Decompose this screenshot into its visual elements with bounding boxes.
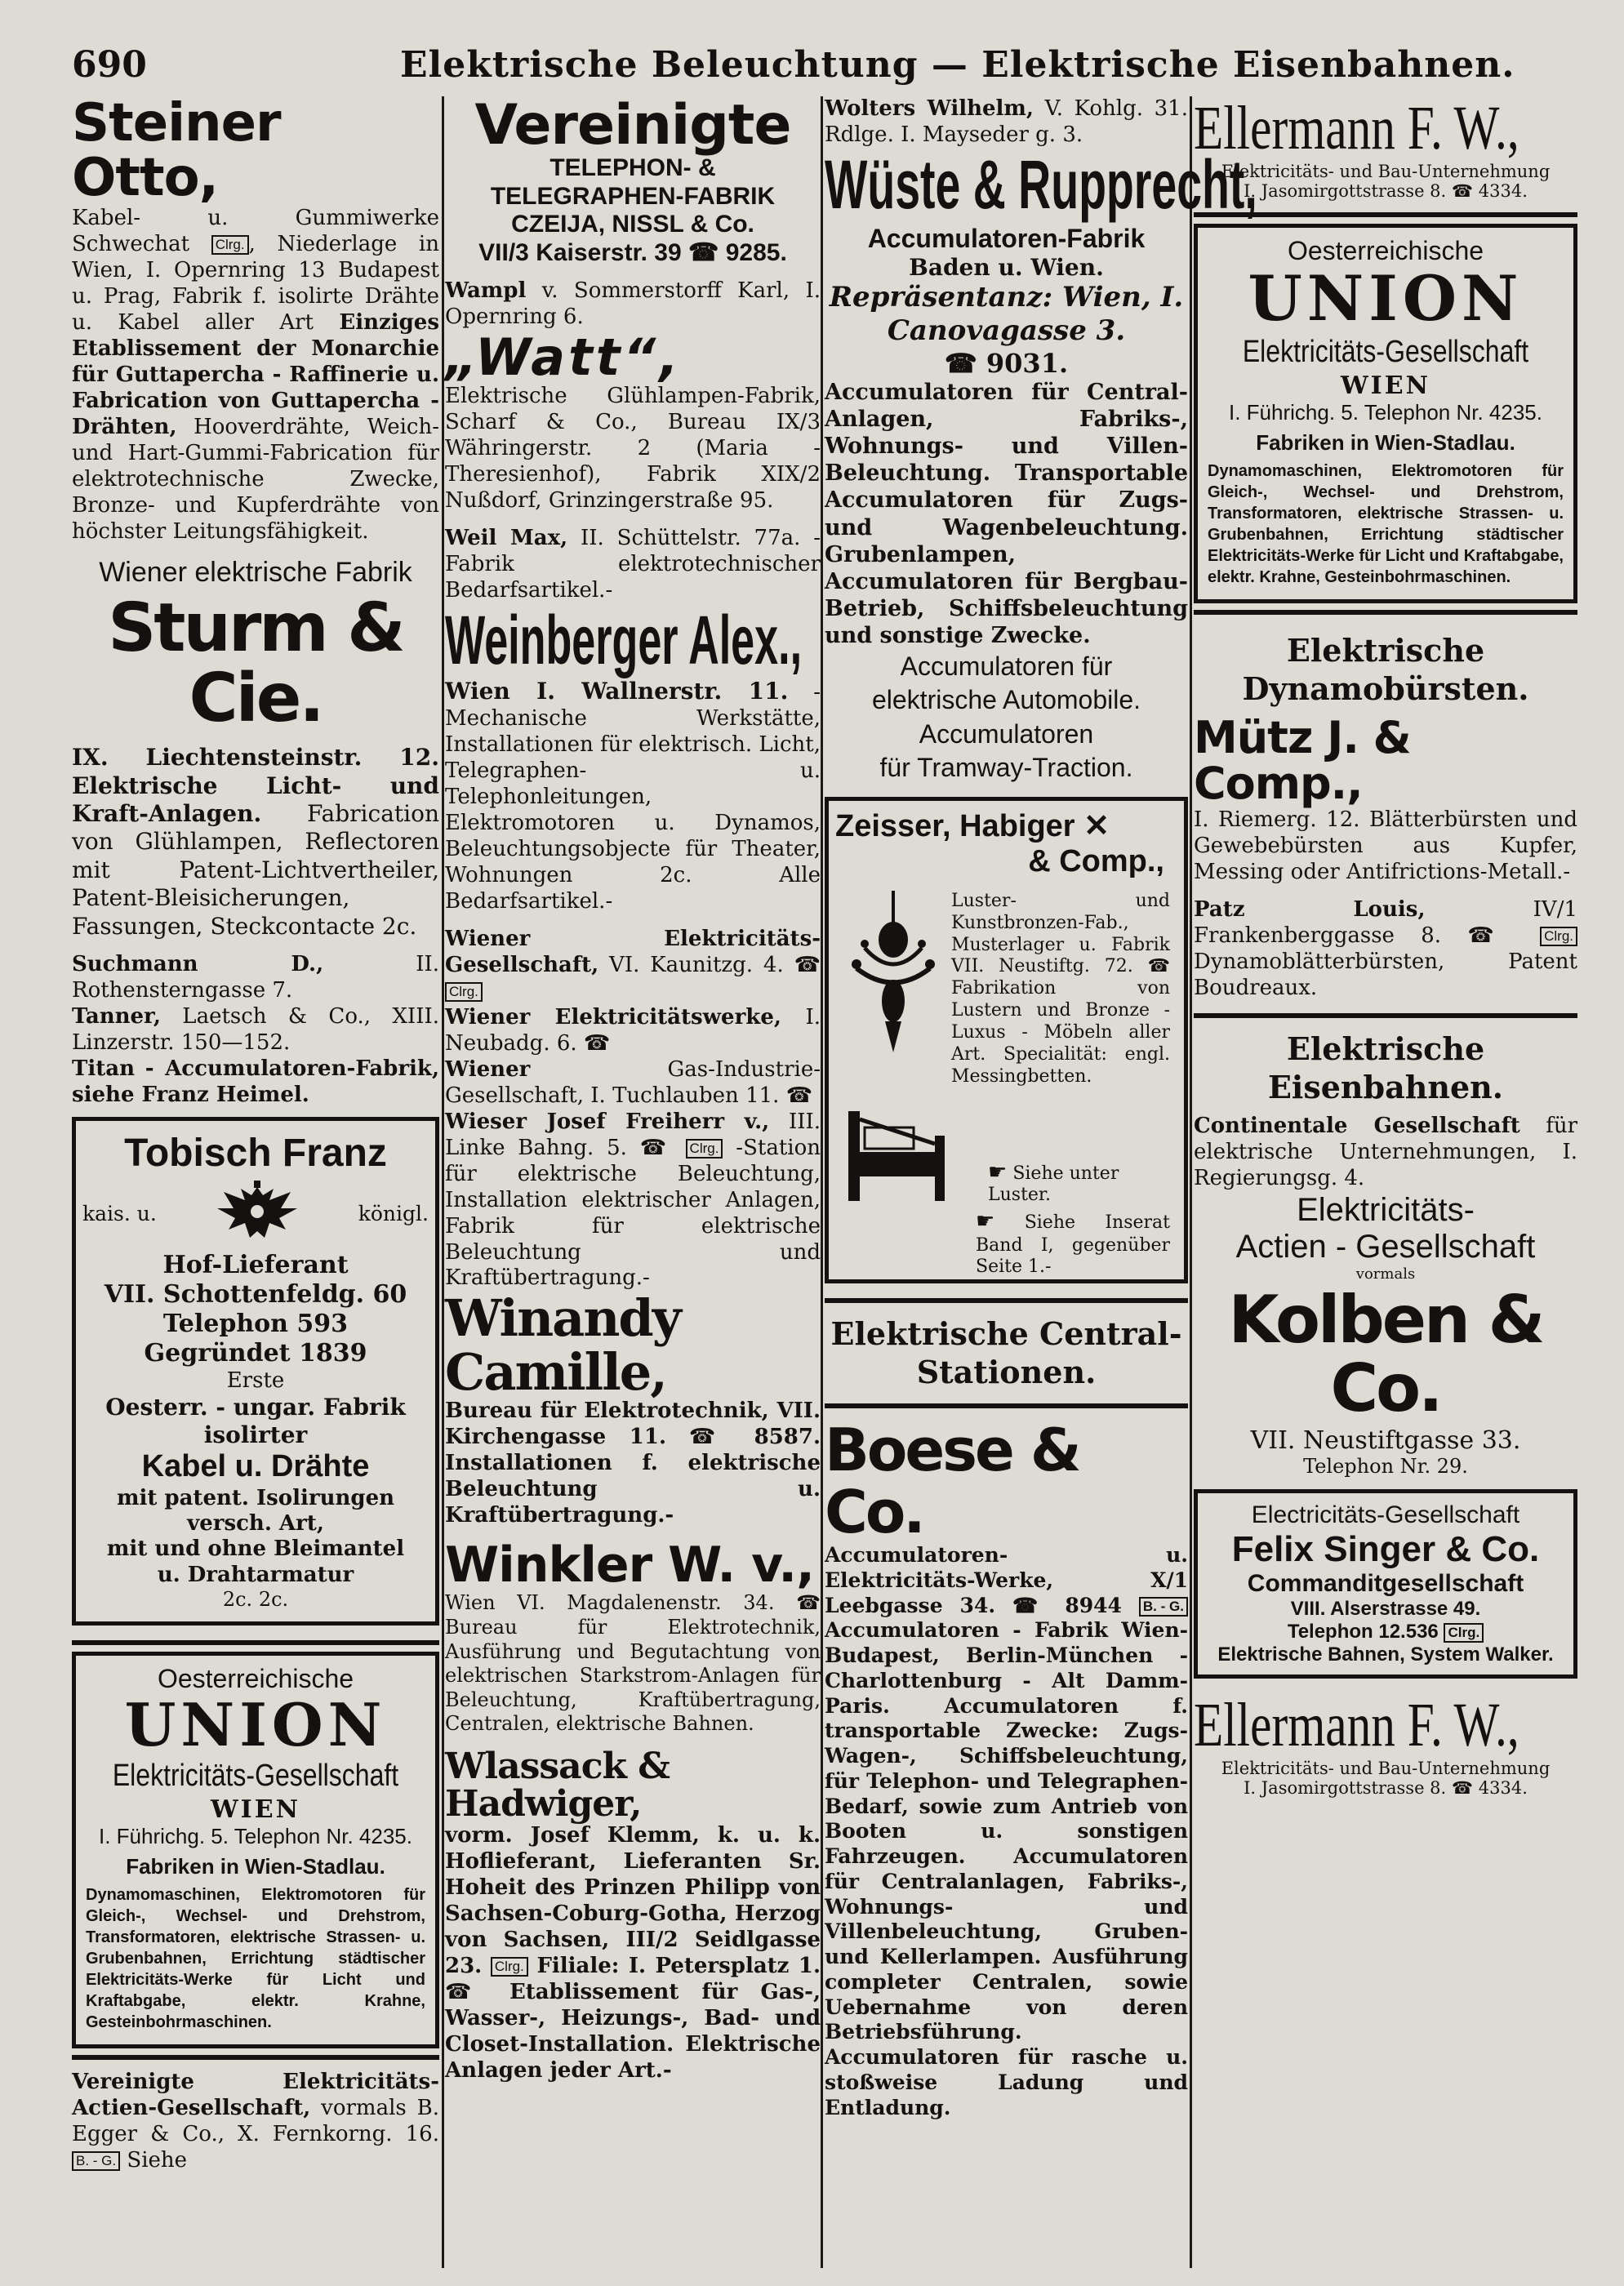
telephon-icon: ☎ (445, 1979, 487, 2004)
listing-wampl: Wampl v. Sommerstorff Karl, I. Opernring 6. (445, 278, 821, 330)
ad-union: Oesterreichische UNION Elektricitäts-Gesellschaft WIEN I. Führichg. 5. Telephon Nr. 4235. Fabriken in Wien-Stadlau. Dynamomaschinen, Elektromotoren für Gleich-, Wechsel- und Drehstrom, Transformatoren, elektrische Strassen- u. Grubenbahnen, Errichtung städtischer Elektricitäts-Werke für Licht und Kraftabgabe, elektr. Krahne, Gesteinbohrmaschinen. (1194, 224, 1577, 603)
clearing-badge: Clrg. (1540, 927, 1577, 946)
section-title-dynamo: Elektrische Dynamobürsten. (1242, 631, 1529, 708)
telephon-icon: ☎ (1451, 181, 1474, 201)
listing-titan: Titan - Accumulatoren-Fabrik, siehe Franz Heimel. (72, 1056, 439, 1108)
ad-title: Felix Singer & Co. (1231, 1528, 1540, 1569)
telephon-icon: ☎ (1147, 956, 1170, 977)
pointing-hand-icon: ☛ (988, 1159, 1008, 1185)
listing-name: Winandy Camille, (445, 1288, 680, 1402)
column-divider (821, 96, 823, 2268)
ad-tobisch: Tobisch Franz kais. u. königl. Hof-Lieferant VII. Schottenfeldg. 60 Telephon 593 Gegründet 1839 Erste Oesterr. - ungar. Fabrik isolirter Kabel u. Drähte mit patent. Isolirungen versch. Art, mit und ohne Bleimantel u. Drahtarmatur 2c. 2c. (72, 1117, 439, 1626)
listing-sturm: Wiener elektrische Fabrik Sturm & Cie. IX. Liechtensteinstr. 12. Elektrische Licht- und Kraft-Anlagen. Fabrication von Glühlampen, Reflectoren mit Patent-Lichtvertheiler, Patent-Bleisicherungen, Fassungen, Steckcontacte 2c. (72, 556, 439, 940)
telephon-icon: ☎ (794, 952, 821, 977)
bed-icon (840, 1095, 954, 1209)
listing-name: Wlassack & Hadwiger, (445, 1745, 670, 1825)
ad-singer: Electricitäts-Gesellschaft Felix Singer & Co. Commanditgesellschaft VIII. Alserstrasse 49. Telephon 12.536 Clrg. Elektrische Bahnen, System Walker. (1194, 1489, 1577, 1679)
ad-title: UNION (1248, 262, 1524, 335)
listing-name: Vereinigte (474, 93, 791, 158)
ad-title: Tobisch Franz (124, 1132, 387, 1176)
clearing-badge: B. - G. (1139, 1597, 1188, 1617)
listing-weinberger: Weinberger Alex., Wien I. Wallnerstr. 11. -Mechanische Werkstätte, Installationen für elektrisch. Licht, Telegraphen- u. Telephonleitungen, Elektromotoren u. Dynamos, Beleuchtungsobjecte für Theater, Wohnungen 2c. Alle Bedarfsartikel.- (445, 602, 821, 914)
listing-name: Sturm & Cie. (108, 589, 403, 738)
listing-wiener-ew: Wiener Elektricitätswerke, I. Neubadg. 6. ☎ (445, 1004, 821, 1056)
listing-name: Ellermann F. W., (1194, 1690, 1519, 1759)
listing-name: Ellermann F. W., (1194, 94, 1519, 162)
column-2 (445, 93, 821, 2260)
ad-title: Zeisser, Habiger (835, 808, 1075, 843)
section-title-eisenbahnen: Elektrische Eisenbahnen. (1267, 1030, 1504, 1106)
telephon-icon: ☎ (1451, 1777, 1474, 1798)
telephon-icon: ☎ (583, 1030, 611, 1056)
listing-wiener-el: Wiener Elektricitäts-Gesellschaft, VI. Kaunitzg. 4. ☎ Clrg. (445, 927, 821, 1005)
column-1 (72, 93, 440, 2260)
ad-union-frame (1194, 212, 1577, 615)
page-header (49, 38, 1584, 95)
clearing-badge: Clrg. (686, 1139, 723, 1159)
ornament-icon: ✕ (1083, 808, 1110, 843)
section-divider (825, 1403, 1188, 1408)
page-title: Elektrische Beleuchtung — Elektrische Eisenbahnen. (400, 44, 1515, 86)
section-divider (1194, 1013, 1577, 1018)
listing-name: Boese & Co. (825, 1415, 1079, 1546)
listing-wolters: Wolters Wilhelm, V. Kohlg. 31. Rdlge. I. Mayseder g. 3. (825, 96, 1188, 147)
column-divider (442, 96, 444, 2268)
listing-weil: Weil Max, II. Schüttelstr. 77a. -Fabrik elektrotechnischer Bedarfsartikel.- (445, 526, 821, 603)
section-title-central: Elektrische Central-Stationen. (830, 1314, 1182, 1391)
clearing-badge: Clrg. (491, 1957, 528, 1977)
telephon-icon: ☎ (639, 1135, 673, 1160)
listing-name: Mütz J. & Comp., (1194, 711, 1411, 810)
listing-name: Wüste & Rupprecht, (825, 145, 1257, 223)
ad-union: Oesterreichische UNION Elektricitäts-Gesellschaft WIEN I. Führichg. 5. Telephon Nr. 4235. Fabriken in Wien-Stadlau. Dynamomaschinen, Elektromotoren für Gleich-, Wechsel- und Drehstrom, Transformatoren, elektrische Strassen- u. Grubenbahnen, Errichtung städtischer Elektricitäts-Werke für Licht und Kraftabgabe, elektr. Krahne, Gesteinbohrmaschinen. (72, 1652, 439, 2049)
telephon-icon: ☎ (1012, 1593, 1048, 1617)
ad-union-frame (72, 1640, 439, 2061)
ad-zeisser: Zeisser, Habiger ✕ & Comp., Luster- und Kunstbronzen-Fab., Musterlager u. Fabrik VII. Neustiftg. 72. ☎ Fabrikation von Lustern und Bronze - Luxus - Möbeln aller Art. Specialität: engl. Messingbetten. ☛ Siehe unter Luster. ☛ Siehe Inserat Band I, gegenüber Seite 1.- (825, 797, 1188, 1283)
listing-tanner: Tanner, Laetsch & Co., XIII. Linzerstr. 150—152. (72, 1004, 439, 1056)
telephon-icon: ☎ (688, 1424, 732, 1449)
ad-title: Kolben & Co. (1228, 1281, 1543, 1426)
listing-ellermann-2: Ellermann F. W., Elektricitäts- und Bau-Unternehmung I. Jasomirgottstrasse 8. ☎ 4334. (1194, 1690, 1551, 1798)
listing-watt: „Watt“, Elektrische Glühlampen-Fabrik, Scharf & Co., Bureau IX/3 Währingerstr. 2 (Maria - Theresienhof), Fabrik XIX/2 Nußdorf, Grinzingerstraße 95. (445, 327, 821, 514)
telephon-icon: ☎ (688, 238, 719, 266)
page-number: 690 (72, 44, 147, 86)
listing-ellermann-1: Ellermann F. W., Elektricitäts- und Bau-Unternehmung I. Jasomirgottstrasse 8. ☎ 4334. (1194, 94, 1551, 201)
telephon-icon: ☎ (944, 347, 977, 379)
listing-wieser: Wieser Josef Freiherr v., III. Linke Bahng. 5. ☎ Clrg. -Station für elektrische Beleuchtung, Installation elektrischer Anlagen, Fabrik für elektrische Beleuchtung und Kraftübertragung.- (445, 1109, 821, 1291)
chandelier-icon (848, 891, 938, 1054)
imperial-eagle-icon (212, 1181, 302, 1246)
listing-name: „Watt“, (445, 327, 682, 388)
listing-vereinigte: Vereinigte TELEPHON- & TELEGRAPHEN-FABRIK CZEIJA, NISSL & Co. VII/3 Kaiserstr. 39 ☎ 9285. (445, 96, 821, 267)
listing-winkler: Winkler W. v., Wien VI. Magdalenenstr. 34. ☎ Bureau für Elektrotechnik, Ausführung und Begutachtung von elektrischen Starkstrom-Anlagen für Beleuchtung, Kraftübertragung, Centralen, elektrische Bahnen. (445, 1537, 821, 1736)
telephon-icon: ☎ (785, 1083, 813, 1108)
section-divider (825, 1298, 1188, 1303)
listing-name: Steiner Otto, (72, 93, 281, 209)
ad-title: UNION (124, 1689, 387, 1759)
column-divider (1190, 96, 1192, 2268)
clearing-badge: Clrg. (445, 982, 483, 1002)
listing-wuste: Wüste & Rupprecht, Accumulatoren-Fabrik Baden u. Wien. Repräsentanz: Wien, I. Canovagasse 3. ☎ 9031. Accumulatoren für Central-Anlagen, Fabriks-, Wohnungs- und Villen-Beleuchtung. Transportable Accumulatoren für Zugs- und Wagenbeleuchtung. Grubenlampen, Accumulatoren für Bergbau-Betrieb, Schiffsbeleuchtung und sonstige Zwecke. Accumulatoren für elektrische Automobile. Accumulatoren für Tramway-Traction. (825, 145, 1257, 783)
listing-vereinigte-el: Vereinigte Elektricitäts-Actien-Gesellschaft, vormals B. Egger & Co., X. Fernkorng. 16. B. - G. Siehe (72, 2070, 439, 2173)
listing-mutz: Mütz J. & Comp., I. Riemerg. 12. Blätterbürsten und Gewebebürsten aus Kupfer, Messing oder Antifrictions-Metall.- (1194, 711, 1577, 885)
telephon-icon: ☎ (1467, 923, 1514, 949)
ad-kolben: Elektricitäts- Actien - Gesellschaft vormals Kolben & Co. VII. Neustiftgasse 33. Telephon Nr. 29. (1194, 1192, 1577, 1478)
clearing-badge: Clrg. (1444, 1623, 1484, 1643)
listing-winandy: Winandy Camille, Bureau für Elektrotechnik, VII. Kirchengasse 11. ☎ 8587. Installationen f. elektrische Beleuchtung u. Kraftübertragung.- (445, 1288, 821, 1528)
listing-continentale: Continentale Gesellschaft für elektrische Unternehmungen, I. Regierungsg. 4. (1194, 1113, 1577, 1190)
telephon-icon: ☎ (796, 1591, 821, 1615)
column-4 (1194, 96, 1577, 2260)
listing-boese: Boese & Co. Accumulatoren- u. Elektricitäts-Werke, X/1 Leebgasse 34. ☎ 8944 B. - G. Accumulatoren - Fabrik Wien-Budapest, Berlin-München - Charlottenburg - Alt Damm-Paris. Accumulatoren f. transportable Zwecke: Zugs-Wagen-, Schiffsbeleuchtung, für Telephon- und Telegraphen-Bedarf, sowie zum Antrieb von Booten u. sonstigen Fahrzeugen. Accumulatoren für Centralanlagen, Fabriks-, Wohnungs- und Villenbeleuchtung, Gruben- und Kellerlampen. Ausführung completer Centralen, sowie Uebernahme von deren Betriebsführung. Accumulatoren für rasche u. stoßweise Ladung und Entladung. (825, 1415, 1188, 2119)
clearing-badge: Clrg. (211, 235, 249, 255)
listing-patz: Patz Louis, IV/1 Frankenberggasse 8. ☎ Clrg. Dynamoblätterbürsten, Patent Boudreaux. (1194, 897, 1577, 1000)
column-3 (825, 96, 1257, 2260)
listing-wiener-gas: Wiener Gas-Industrie-Gesellschaft, I. Tuchlauben 11. ☎ (445, 1056, 821, 1108)
listing-steiner: Steiner Otto, Kabel- u. Gummiwerke Schwechat Clrg. , Niederlage in Wien, I. Opernring 13 Budapest u. Prag, Fabrik f. isolirte Drähte u. Kabel aller Art Einziges Etablissement der Monarchie für Guttapercha - Raffinerie u. Fabrication von Guttapercha - Drähten, Hooverdrähte, Weich- und Hart-Gummi-Fabrication für elektrotechnische Zwecke, Bronze- und Kupferdrähte von höchster Leitungsfähigkeit. (72, 93, 440, 544)
listing-name: Winkler W. v., (445, 1537, 814, 1594)
listing-suchmann: Suchmann D., II. Rothensterngasse 7. (72, 952, 439, 1003)
clearing-badge: B. - G. (72, 2151, 120, 2171)
listing-wlassack: Wlassack & Hadwiger, vorm. Josef Klemm, k. u. k. Hoflieferant, Lieferanten Sr. Hoheit des Prinzen Philipp von Sachsen-Coburg-Gotha, Herzog von Sachsen, III/2 Seidlgasse 23. Clrg. Filiale: I. Petersplatz 1. ☎ Etablissement für Gas-, Wasser-, Heizungs-, Bad- und Closet-Installation. Elektrische Anlagen jeder Art.- (445, 1745, 821, 2083)
listing-name: Weinberger Alex., (445, 602, 803, 679)
pointing-hand-icon: ☛ (976, 1208, 995, 1234)
